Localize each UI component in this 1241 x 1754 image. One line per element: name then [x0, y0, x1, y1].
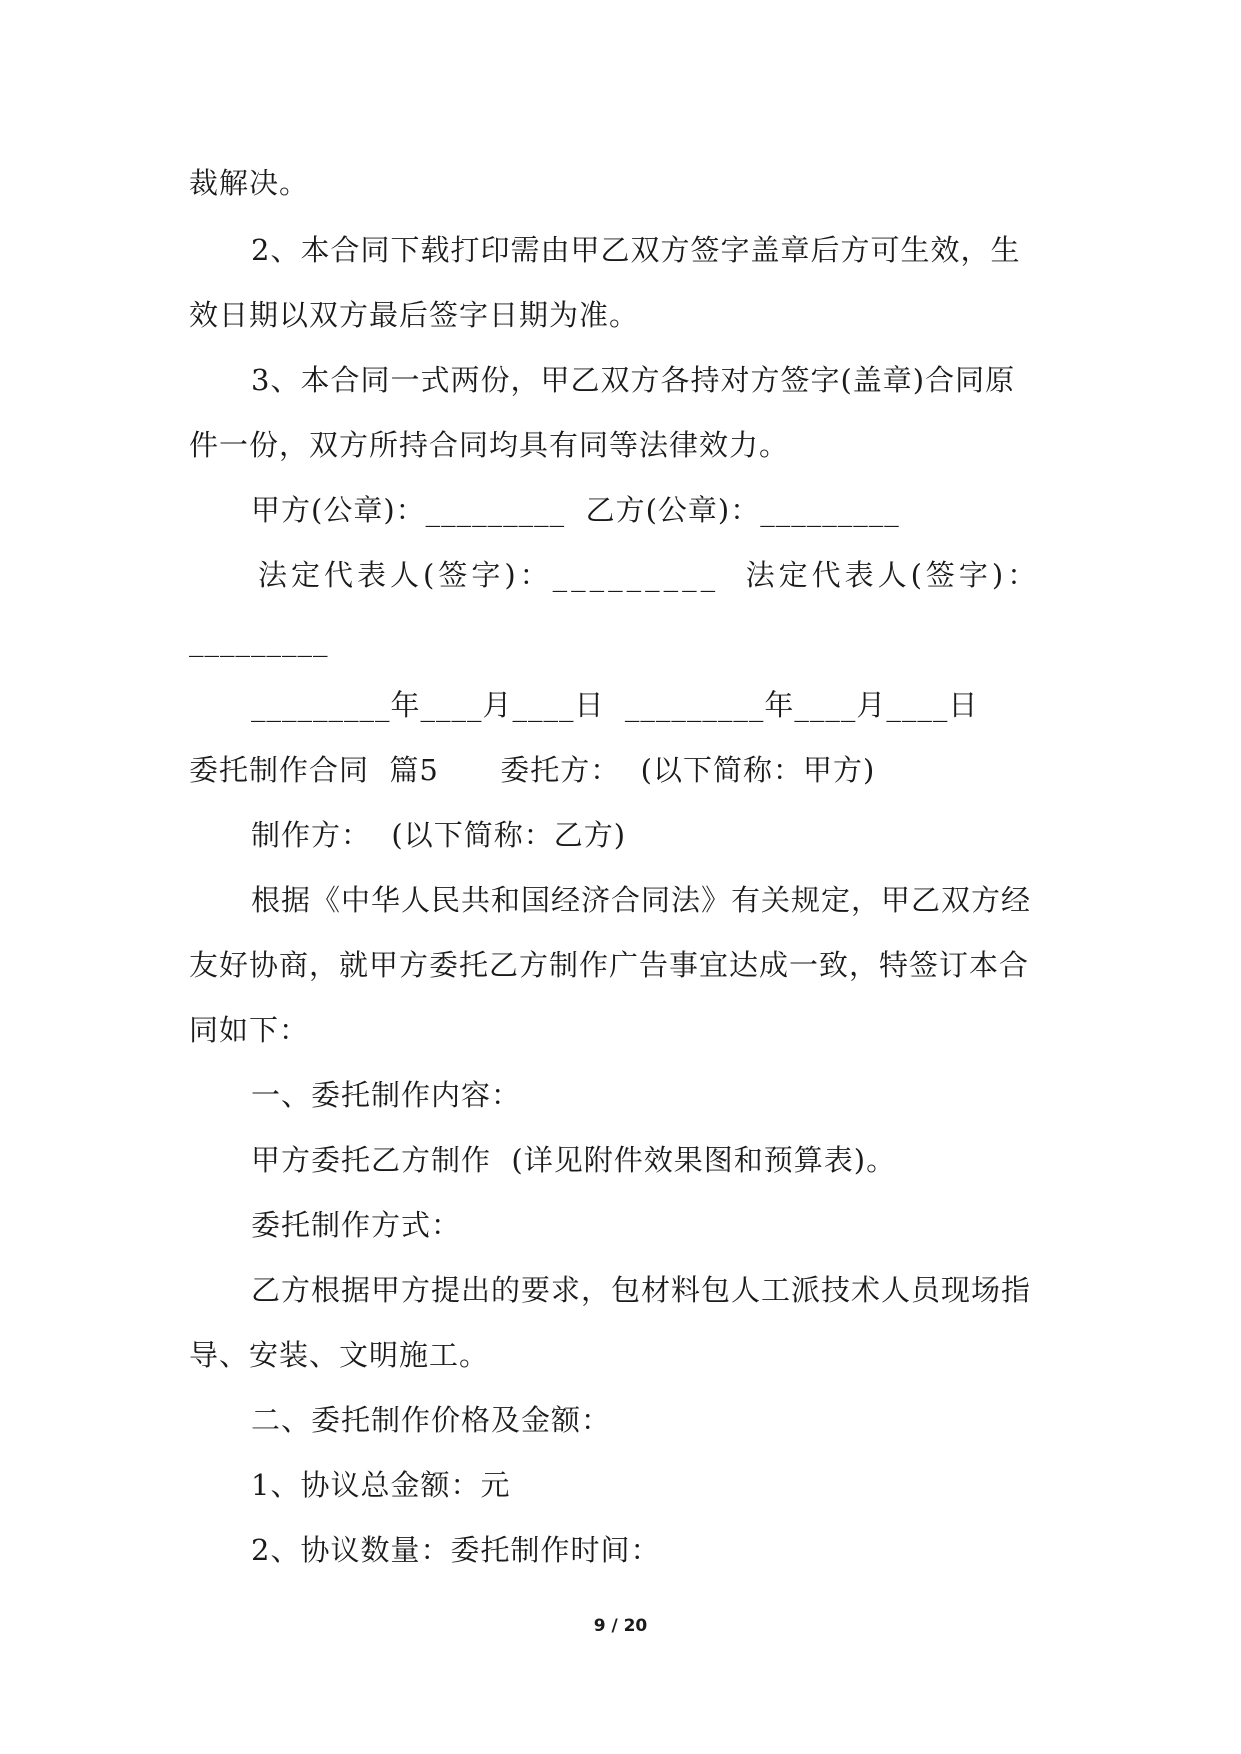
clause-heading: 一、委托制作内容：	[251, 1078, 522, 1112]
text-line: 3、本合同一式两份，甲乙双方各持对方签字(盖章)合同原	[251, 363, 1016, 397]
page-number: 9 / 20	[593, 1616, 648, 1636]
text-line: 导、安装、文明施工。	[189, 1338, 490, 1372]
text-line: 2、协议数量：委托制作时间：	[251, 1533, 661, 1567]
text-line: 同如下：	[189, 1013, 310, 1047]
text-line: 效日期以双方最后签字日期为准。	[189, 298, 640, 332]
text-line: 根据《中华人民共和国经济合同法》有关规定，甲乙双方经	[251, 883, 1032, 917]
clause-heading: 二、委托制作价格及金额：	[251, 1403, 612, 1437]
text-line: 甲方委托乙方制作 (详见附件效果图和预算表)。	[251, 1143, 897, 1177]
signature-line-seal: 甲方(公章)：_________ 乙方(公章)：_________	[251, 493, 900, 527]
text-line: 友好协商，就甲方委托乙方制作广告事宜达成一致，特签订本合	[189, 948, 1030, 982]
text-line: 2、本合同下载打印需由甲乙双方签字盖章后方可生效，生	[251, 233, 1021, 267]
signature-blank: _________	[189, 623, 329, 657]
text-line: 1、协议总金额：元	[251, 1468, 511, 1502]
text-line: 乙方根据甲方提出的要求，包材料包人工派技术人员现场指	[251, 1273, 1032, 1307]
section-heading: 委托制作合同 篇5 委托方： (以下简称：甲方)	[189, 753, 876, 787]
date-line: _________年____月____日 _________年____月____日	[251, 688, 979, 722]
text-line: 制作方： (以下简称：乙方)	[251, 818, 627, 852]
text-line: 件一份，双方所持合同均具有同等法律效力。	[189, 428, 790, 462]
text-line: 委托制作方式：	[251, 1208, 462, 1242]
text-line: 裁解决。	[189, 166, 310, 200]
signature-line-representative: 法定代表人(签字)：_________ 法定代表人(签字)：	[258, 558, 1041, 592]
